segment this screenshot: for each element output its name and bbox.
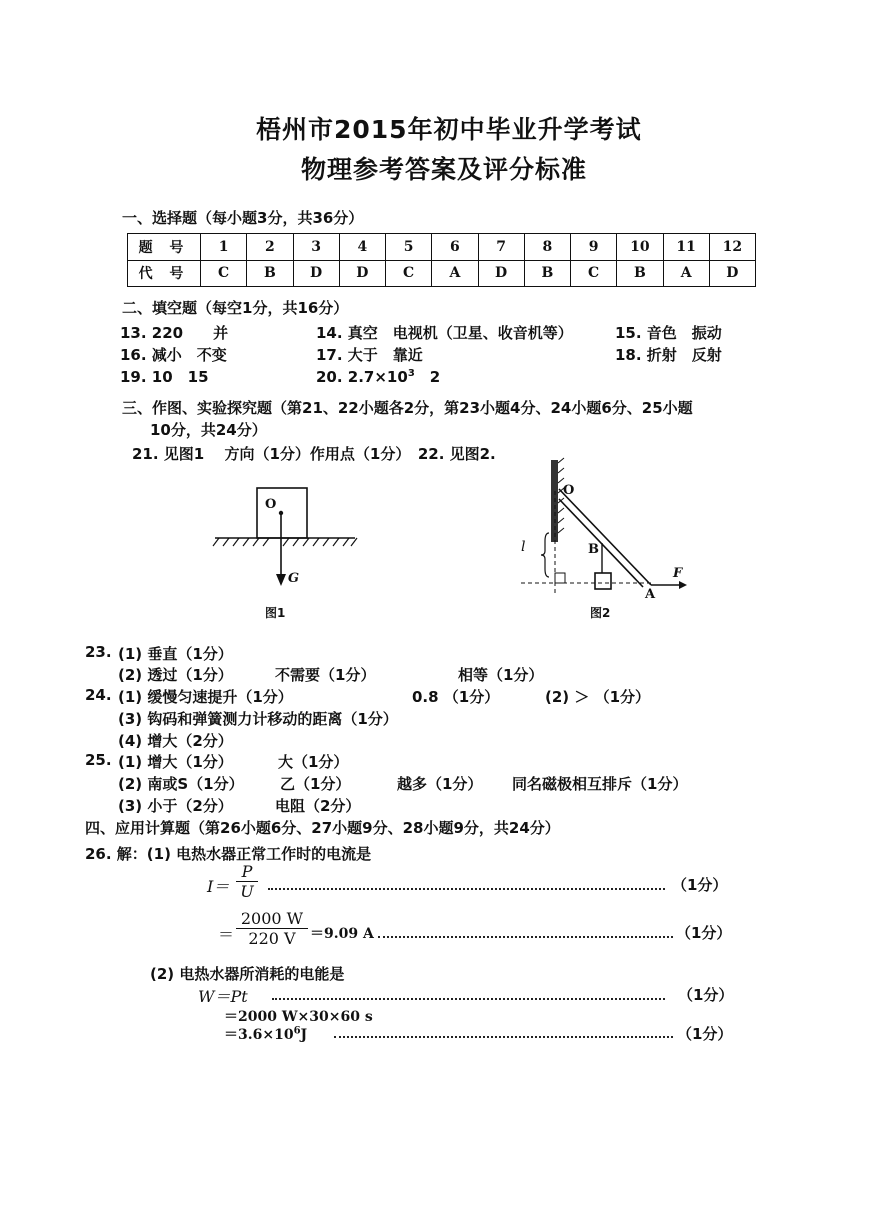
q20-base: 20. 2.7×10 [316, 368, 408, 386]
fig2-label-l: l [521, 539, 526, 555]
right-angle-mark [555, 573, 565, 583]
dot-leader [378, 922, 673, 938]
section-heading-choice: 一、选择题（每小题3分，共36分） [122, 209, 364, 227]
eq4: ＝2000 W×30×60 s [224, 1009, 373, 1025]
q25-part3: (3) 小于（2分） [118, 797, 233, 815]
page-title: 梧州市2015年初中毕业升学考试 [256, 115, 642, 144]
answer-q18: 18. 折射 反射 [615, 346, 722, 364]
q23-part2: (2) 透过（1分） [118, 666, 233, 684]
answer-q17: 17. 大于 靠近 [316, 346, 423, 364]
eq1-numerator: P [236, 862, 258, 882]
q25-part1: (1) 增大（1分） [118, 753, 233, 771]
arm-brace [541, 533, 549, 577]
eq5-score: （1分） [677, 1025, 733, 1043]
eq2-result: ＝9.09 A [310, 926, 374, 942]
ground-hatch [213, 538, 357, 546]
eq2-denominator: 220 V [248, 929, 296, 948]
eq2-equals: ＝ [218, 925, 235, 944]
gravity-arrowhead [276, 574, 286, 586]
table-cell: 2 [247, 234, 293, 261]
q24-part1: (1) 缓慢匀速提升（1分） [118, 688, 293, 706]
table-cell: D [478, 260, 524, 287]
q25-part3b: 电阻（2分） [275, 797, 361, 815]
figure-1-caption: 图1 [265, 606, 286, 620]
table-cell: D [293, 260, 339, 287]
answer-q15: 15. 音色 振动 [615, 324, 722, 342]
answer-q14: 14. 真空 电视机（卫星、收音机等） [316, 324, 573, 342]
fig2-label-b: B [588, 542, 599, 557]
table-cell: B [524, 260, 570, 287]
eq2-numerator: 2000 W [236, 909, 308, 929]
eq1-denominator: U [240, 882, 254, 901]
eq5-exponent: 6 [293, 1025, 301, 1037]
table-cell: 3 [293, 234, 339, 261]
answer-q21-q22: 21. 见图1 方向（1分）作用点（1分） 22. 见图2. [132, 445, 496, 463]
q25-part2c: 越多（1分） [397, 775, 483, 793]
q25-number: 25. [85, 751, 112, 769]
eq5-unit: J [300, 1027, 308, 1043]
answer-table [127, 233, 756, 287]
table-cell: B [617, 260, 663, 287]
eq2-score: （1分） [676, 924, 732, 942]
table-cell: A [663, 260, 709, 287]
rod-edge-1 [559, 489, 651, 585]
eq3-score: （1分） [678, 986, 734, 1004]
q23-part1: (1) 垂直（1分） [118, 645, 233, 663]
dot-leader [268, 874, 665, 890]
table-row-numbers [128, 234, 756, 261]
fig1-label-g: G [288, 571, 300, 586]
q26-part2: (2) 电热水器所消耗的电能是 [150, 965, 345, 983]
table-cell: 8 [524, 234, 570, 261]
section-heading-experiment-cont: 10分，共24分） [150, 421, 267, 439]
dot-leader [334, 1022, 673, 1038]
table-cell: 6 [432, 234, 478, 261]
table-cell: 1 [201, 234, 247, 261]
table-cell: C [571, 260, 617, 287]
q25-part2: (2) 南或S（1分） [118, 775, 244, 793]
table-cell: A [432, 260, 478, 287]
q24-part4: (4) 增大（2分） [118, 732, 233, 750]
eq1-fraction [236, 862, 258, 901]
eq3: W＝Pt [198, 987, 248, 1006]
table-cell: C [201, 260, 247, 287]
q24-part3: (3) 钩码和弹簧测力计移动的距离（1分） [118, 710, 398, 728]
table-cell: D [709, 260, 755, 287]
answer-q19: 19. 10 15 [120, 368, 209, 386]
q24-number: 24. [85, 686, 112, 704]
section-heading-calculation: 四、应用计算题（第26小题6分、27小题9分、28小题9分，共24分） [85, 819, 560, 837]
q23-number: 23. [85, 643, 112, 661]
eq5 [224, 1024, 307, 1044]
table-header-cell: 题 号 [128, 234, 201, 261]
fig2-label-f: F [673, 566, 683, 581]
table-cell: 12 [709, 234, 755, 261]
section-heading-experiment: 三、作图、实验探究题（第21、22小题各2分，第23小题4分、24小题6分、25小题 [122, 399, 693, 417]
eq1-score: （1分） [672, 876, 728, 894]
fig1-label-o: O [265, 497, 277, 512]
table-cell: B [247, 260, 293, 287]
eq1-lhs: I＝ [207, 877, 230, 896]
table-cell: 10 [617, 234, 663, 261]
table-cell: 4 [339, 234, 385, 261]
q25-part1b: 大（1分） [278, 753, 349, 771]
figure-2 [515, 455, 695, 605]
figure-2-caption: 图2 [590, 606, 611, 620]
q20-second: 2 [414, 368, 441, 386]
page-subtitle: 物理参考答案及评分标准 [301, 155, 588, 184]
q20-exponent: 3 [407, 368, 415, 379]
answer-q20 [316, 366, 440, 387]
section-heading-fill: 二、填空题（每空1分，共16分） [122, 299, 349, 317]
eq2-fraction [236, 909, 308, 948]
figure-1 [205, 480, 365, 600]
q25-part2b: 乙（1分） [280, 775, 351, 793]
table-cell: C [386, 260, 432, 287]
q23-part2b: 不需要（1分） [275, 666, 376, 684]
table-cell: 9 [571, 234, 617, 261]
table-cell: 5 [386, 234, 432, 261]
table-cell: D [339, 260, 385, 287]
table-cell: 7 [478, 234, 524, 261]
q23-part2c: 相等（1分） [458, 666, 544, 684]
answer-q16: 16. 减小 不变 [120, 346, 227, 364]
hanging-weight [595, 573, 611, 589]
fig2-label-a: A [645, 587, 656, 602]
force-f-arrowhead [679, 581, 687, 589]
table-row-answers [128, 260, 756, 287]
q24-part2: (2) ＞ （1分） [545, 688, 651, 706]
q26-intro: 26. 解：(1) 电热水器正常工作时的电流是 [85, 845, 372, 863]
q24-part1b: 0.8 （1分） [412, 688, 500, 706]
table-header-cell: 代 号 [128, 260, 201, 287]
eq5-base: ＝3.6×10 [224, 1027, 294, 1043]
table-cell: 11 [663, 234, 709, 261]
q25-part2d: 同名磁极相互排斥（1分） [512, 775, 688, 793]
dot-leader [272, 984, 665, 1000]
fig2-label-o: O [563, 483, 575, 498]
answer-q13: 13. 220 并 [120, 324, 229, 342]
